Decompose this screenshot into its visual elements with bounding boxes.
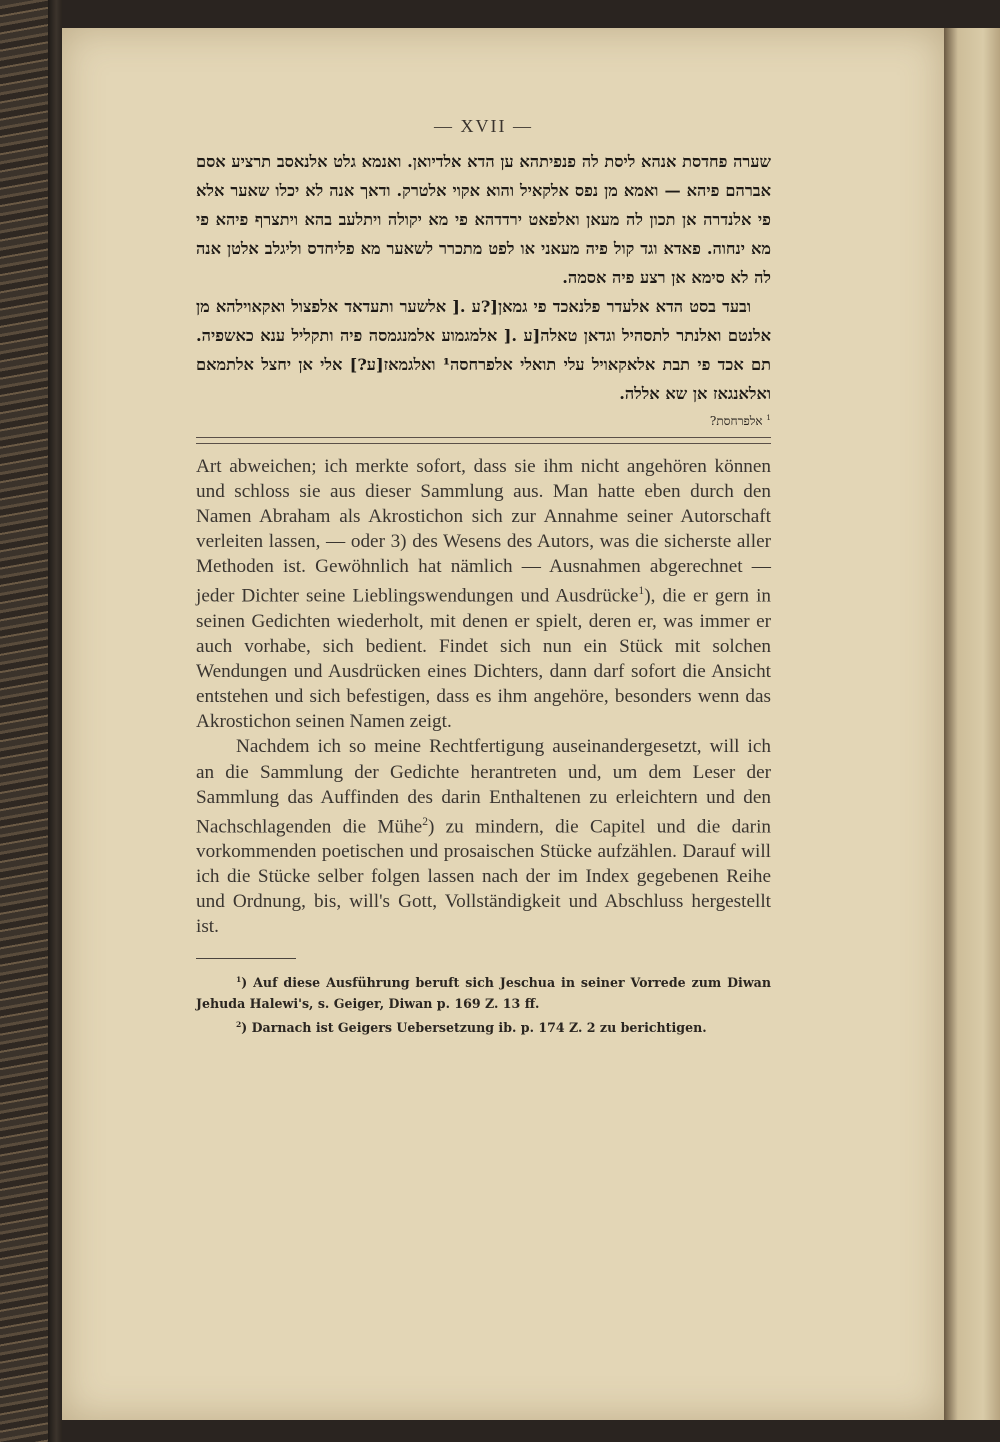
footnote-2 [196, 1014, 771, 1038]
footnote-2-marker: 2 [236, 1019, 242, 1029]
section-divider [196, 437, 771, 444]
footnote-2-text: ) Darnach ist Geigers Uebersetzung ib. p. 174 Z. 2 zu berichtigen. [241, 1019, 707, 1035]
hebrew-text-block [196, 147, 771, 408]
page-content [196, 116, 771, 1038]
german-paragraph-1-part-a: Art abweichen; ich merkte sofort, dass sie ihm nicht angehören können und schloss sie aus dieser Sammlung aus. Man hatte eben durch den Namen Abraham als Akrostichon sich zur Annahme seiner Autorschaft verleiten lassen, — oder 3) des Wesens des Autors, was die sicherste aller Methoden ist. Gewöhnlich hat nämlich — Ausnahmen abgerechnet — jeder Dichter seine Lieblingswendungen und Ausdrücke [196, 456, 771, 607]
hebrew-paragraph-2: ובעד בסט הדא אלעדר פלנאכד פי גמאן[?ע .[ אלשער ותעדאד אלפצול ואקאוילהא מן אלנטם ואלנתר לתסהיל וגדאן טאלה[ע .[ אלמגמוע אלמנגמסה פיה ותקליל ענא כאשפיה. תם אכד פי תבת אלאקאויל עלי תואלי אלפרחסה¹ ואלגמאז[ע?] אלי אן יחצל אלתמאם ואלאנגאז אן שא אללה. [196, 297, 771, 403]
footnote-1-marker: 1 [236, 974, 242, 984]
next-page-edge [944, 28, 1000, 1420]
german-paragraph-2-part-b: ) zu mindern, die Capitel und die darin vorkommenden poetischen und prosaischen Stücke aufzählen. Darauf will ich die Stücke selber folgen lassen nach der im Index gegebenen Reihe und Ordnung, bis, will's Gott, Vollständigkeit und Abschluss hergestellt ist. [196, 816, 771, 938]
book-spine-edge [48, 0, 62, 1442]
footnote-ref-2: 2 [422, 815, 428, 828]
hebrew-footnote-text: אלפרחסת? [709, 414, 763, 428]
footnote-rule [196, 958, 296, 959]
footnotes [196, 969, 771, 1038]
german-paragraph-2 [196, 734, 771, 939]
hebrew-paragraph-1: שערה פחדסת אנהא ליסת לה פנפיתהא ען הדא אלדיואן. ואנמא גלט אלנאסב תרציע אסם אברהם פיהא — ואמא מן נפס אלקאיל והוא אקוי אלטרק. ודאך אנה לא יכלו שאער אלא פי אלנדרה אן תכון לה מעאן ואלפאט ירדדהא פי מא יקולה ויתלעב בהא ויתצרף פיהא פי מא ינחוה. פאדא וגד קול פיה מעאני או לפט מתכרר לשאער מא פליחדס וליגלב אלטן אנה לה לא סימא אן רצע פיה אסמה. [196, 152, 771, 287]
german-text-block [196, 454, 771, 940]
german-paragraph-1 [196, 454, 771, 734]
german-paragraph-1-part-b: ), die er gern in seinen Gedichten wiederholt, mit denen er spielt, deren er, was immer er auch vorhabe, sich bedient. Findet sich nun ein Stück mit solchen Wendungen und Ausdrücken eines Dichters, dann darf sofort die Ansicht entstehen und sich befestigen, dass es ihm angehöre, besonders wenn das Akrostichon seinen Namen zeigt. [196, 585, 772, 733]
hebrew-footnote-marker: 1 [766, 413, 771, 422]
footnote-ref-1: 1 [638, 585, 645, 598]
footnote-1-text: ) Auf diese Ausführung beruft sich Jeschua in seiner Vorrede zum Diwan Jehuda Halewi's, s. Geiger, Diwan p. 169 Z. 13 ff. [196, 974, 771, 1011]
german-paragraph-2-part-a: Nachdem ich so meine Rechtfertigung auseinandergesetzt, will ich an die Sammlung der Gedichte herantreten und, um dem Leser der Sammlung das Auffinden des darin Enthaltenen zu erleichtern und den Nachschlagenden die Mühe [196, 736, 771, 838]
footnote-1 [196, 969, 771, 1014]
page-number: — XVII — [434, 116, 533, 136]
hebrew-footnote [196, 408, 771, 431]
